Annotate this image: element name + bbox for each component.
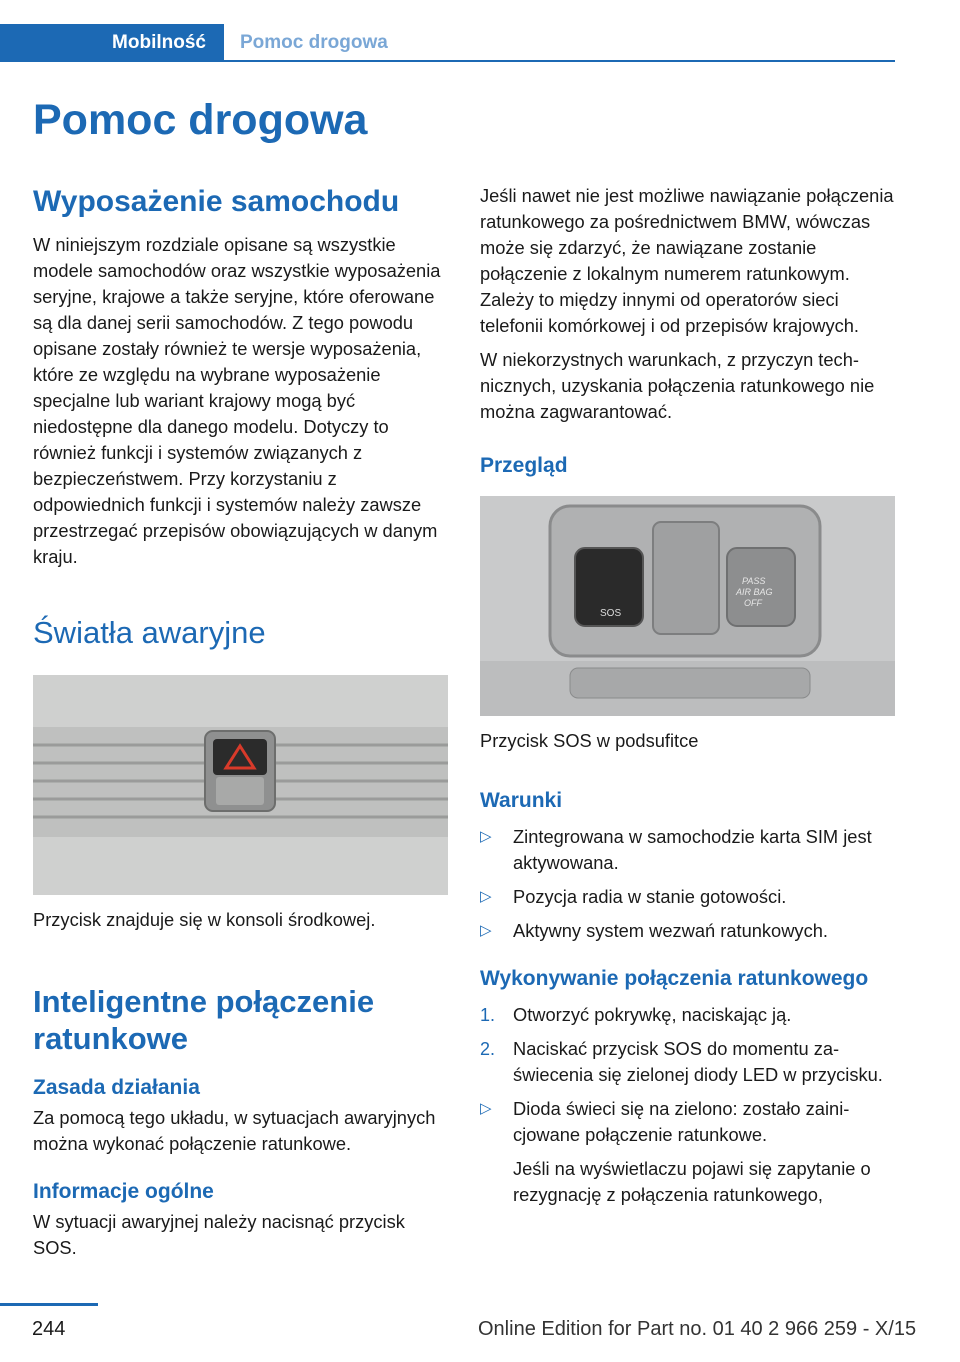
conditions-list [480, 824, 896, 944]
hazard-heading: Światła awaryjne [33, 615, 266, 650]
led-note-item: ▷ Dioda świeci się na zielono: zostało zainicjowane połączenie ratunkowe. Jeśli na wyświetlaczu pojawi się zapytanie o rezygnację z połączenia ratunkowego, [480, 1096, 896, 1208]
overview-heading: Przegląd [480, 454, 568, 477]
equipment-text: W niniejszym rozdziale opisane są wszystkie modele samochodów oraz wszystkie wyposażenia seryjne, krajowe a także seryjne, które oferowane są dla danej serii samochodów. Z tego powodu opisane zostały również te wersje wyposażenia, które ze względu na wybrane wyposażenie specjalne lub wariant krajowy mogą być niedostępne dla danego modelu. Dotyczy to również funkcji i systemów związanych z bezpieczeństwem. Przy korzystaniu z odpowiednich funkcji i systemów należy zawsze przestrzegać przepisów obowiązujących w danym kraju. [33, 234, 441, 567]
step-item: 2. Naciskać przycisk SOS do momentu zaświecenia się zielonej diody LED w przycisku. [480, 1038, 883, 1085]
footer-rule [0, 1303, 98, 1306]
left-column [33, 183, 450, 1261]
triangle-bullet-icon: ▷ [480, 888, 492, 905]
hazard-button-photo [33, 675, 448, 895]
off-label: OFF [744, 598, 762, 608]
page-number: 244 [32, 1318, 66, 1340]
conditions-heading: Warunki [480, 789, 563, 812]
running-header [0, 24, 895, 62]
sos-photo-drawing [480, 496, 895, 716]
condition-item: ▷ Pozycja radia w stanie gotowości. [480, 884, 896, 910]
equipment-heading: Wyposażenie samochodu [33, 185, 400, 218]
triangle-bullet-icon: ▷ [480, 1100, 492, 1117]
pass-label: PASS [742, 576, 766, 586]
condition-item: ▷ Aktywny system wezwań ratunkowych. [480, 918, 896, 944]
intro-para-1: Jeśli nawet nie jest możliwe nawiązanie połączenia ratunkowego za pośrednictwem BMW, wówczas może się zdarzyć, że nawiązane zostanie połączenie z lokalnym numerem ratunkowym. Zależy to między innymi od operatorów sieci telefonii komórkowej i od przepisów krajowych. [480, 185, 894, 336]
sos-label: SOS [600, 608, 622, 619]
intro-para-2: W niekorzystnych warunkach, z przyczyn technicznych, uzyskania połączenia ratunkowego nie można zagwarantować. [480, 349, 875, 422]
condition-item: ▷ Zintegrowana w samochodzie karta SIM jest aktywowana. [480, 826, 872, 873]
led-note-continued: Jeśli na wyświetlaczu pojawi się zapytanie o rezygnację z połączenia ratunkowego, [513, 1158, 871, 1205]
call-heading: Wykonywanie połączenia ratunkowego [480, 967, 869, 990]
general-heading: Informacje ogólne [33, 1180, 214, 1203]
sos-button-photo [480, 496, 895, 716]
triangle-bullet-icon: ▷ [480, 828, 492, 845]
ecall-heading: Inteligentne połączenie ratunkowe [33, 984, 375, 1056]
header-rule [224, 60, 895, 62]
principle-heading: Zasada działania [33, 1076, 200, 1099]
steps-list [480, 1002, 896, 1208]
general-text: W sytuacji awaryjnej należy nacisnąć przycisk SOS. [33, 1211, 405, 1258]
airbag-label: AIR BAG [736, 587, 773, 597]
right-column [480, 183, 896, 1208]
hazard-caption: Przycisk znajduje się w konsoli środkowej. [33, 909, 376, 930]
triangle-bullet-icon: ▷ [480, 922, 492, 939]
hazard-photo-drawing [33, 675, 448, 895]
page-title: Pomoc drogowa [33, 96, 368, 144]
edition-note: Online Edition for Part no. 01 40 2 966 259 - X/15 [478, 1318, 917, 1340]
principle-text: Za pomocą tego układu, w sytuacjach awaryjnych można wykonać połączenie ratunkowe. [33, 1107, 436, 1154]
section-tab: Mobilność [0, 24, 224, 62]
chapter-tab: Pomoc drogowa [240, 32, 388, 53]
step-item: 1. Otworzyć pokrywkę, naciskając ją. [480, 1004, 792, 1025]
sos-caption: Przycisk SOS w podsufitce [480, 730, 699, 751]
